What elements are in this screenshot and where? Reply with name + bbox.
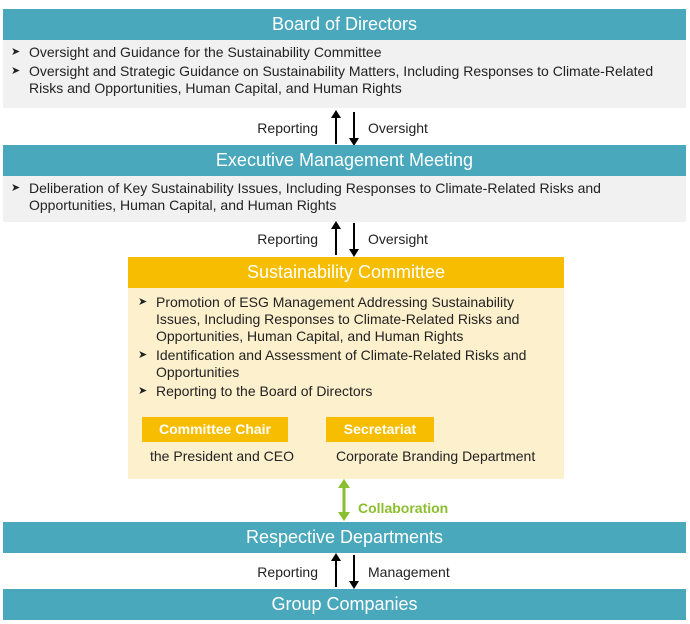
- committee-items: [138, 294, 558, 402]
- secretariat-value: Corporate Branding Department: [336, 448, 536, 464]
- connector-oversight-label: Oversight: [368, 231, 428, 247]
- connector-management-label: Management: [368, 564, 450, 580]
- executive-meeting-panel: [3, 176, 686, 222]
- board-of-directors-panel: [3, 40, 686, 108]
- sustainability-committee-header: Sustainability Committee: [128, 257, 564, 288]
- committee-item: ➤ Promotion of ESG Management Addressing Sustainability Issues, Including Responses to Climate-Related Risks and Opportunities, Human Capital, and Human Rights: [138, 294, 520, 344]
- arrow-bullet-icon: ➤: [138, 296, 148, 308]
- committee-chair-value: the President and CEO: [150, 448, 294, 464]
- committee-chair-badge: Committee Chair: [142, 417, 288, 442]
- connector-reporting-label: Reporting: [257, 120, 318, 136]
- committee-item: ➤ Identification and Assessment of Climate-Related Risks and Opportunities: [138, 347, 527, 380]
- connector-reporting-label: Reporting: [257, 564, 318, 580]
- secretariat-badge: Secretariat: [326, 417, 434, 442]
- board-item: ➤ Oversight and Strategic Guidance on Sustainability Matters, Including Responses to Climate-Related Risks and Opportunities, Human Capital, and Human Rights: [11, 63, 654, 96]
- arrow-bullet-icon: ➤: [138, 385, 148, 397]
- sustainability-committee-box: [128, 257, 564, 479]
- arrow-bullet-icon: ➤: [138, 349, 148, 361]
- bidirectional-arrow-icon: [327, 553, 363, 589]
- group-companies-header: Group Companies: [3, 589, 686, 620]
- bidirectional-arrow-icon: [327, 110, 363, 146]
- executive-meeting-header: Executive Management Meeting: [3, 145, 686, 176]
- arrow-bullet-icon: ➤: [11, 65, 21, 77]
- committee-item: ➤ Reporting to the Board of Directors: [138, 383, 373, 399]
- board-of-directors-header: Board of Directors: [3, 9, 686, 40]
- respective-departments-header: Respective Departments: [3, 522, 686, 553]
- collaboration-label: Collaboration: [358, 500, 449, 516]
- collaboration-arrow-icon: [336, 478, 352, 522]
- connector-oversight-label: Oversight: [368, 120, 428, 136]
- executive-item: ➤ Deliberation of Key Sustainability Issues, Including Responses to Climate-Related Risks and Opportunities, Human Capital, and Human Rights: [11, 180, 601, 213]
- arrow-bullet-icon: ➤: [11, 182, 21, 194]
- arrow-bullet-icon: ➤: [11, 46, 21, 58]
- board-item: ➤ Oversight and Guidance for the Sustainability Committee: [11, 44, 382, 60]
- connector-reporting-label: Reporting: [257, 231, 318, 247]
- bidirectional-arrow-icon: [327, 221, 363, 257]
